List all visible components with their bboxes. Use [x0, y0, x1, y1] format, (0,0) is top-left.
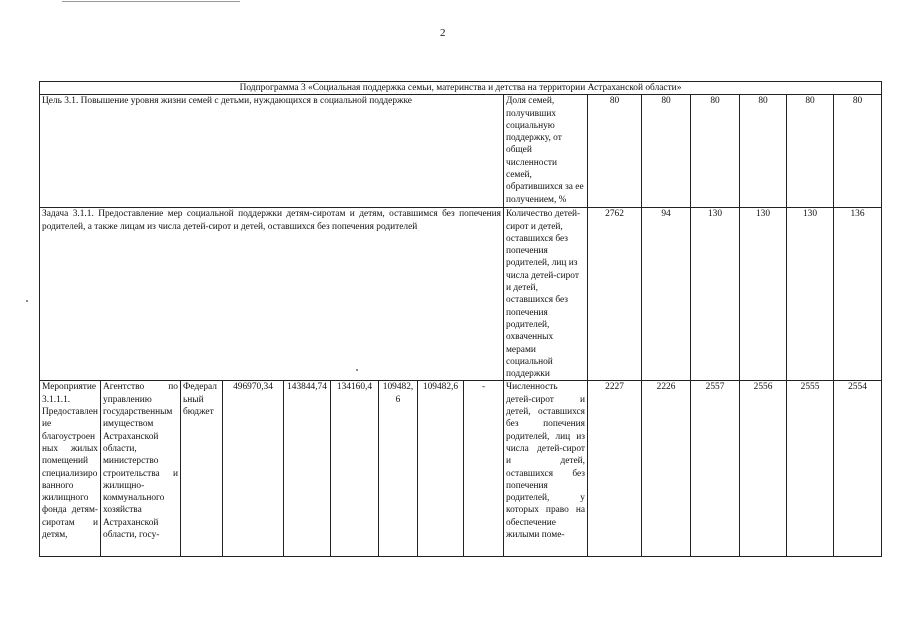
- measure-indicator: Численность детей-сирот и детей, оставшихся без попечения родителей, лиц из числа детей-сирот и детей, оставшихся без попечения родителей, у которых право на обеспечение жилыми поме-: [504, 381, 588, 557]
- measure-value: 2226: [642, 381, 691, 557]
- goal-value: 80: [691, 95, 740, 208]
- amount-cell: 109482,6: [418, 381, 464, 557]
- measure-value: 2556: [740, 381, 787, 557]
- measure-name: Мероприятие 3.1.1.1. Предоставление благоустроенных жилых помещений специализированного жилищного фонда детям-сиротам и детям,: [40, 381, 101, 557]
- goal-value: 80: [588, 95, 642, 208]
- amount-cell: 109482,6: [379, 381, 418, 557]
- task-value: 130: [787, 208, 834, 381]
- measure-value: 2557: [691, 381, 740, 557]
- measure-row: [40, 381, 882, 557]
- task-row: [40, 208, 882, 381]
- task-text: Задача 3.1.1. Предоставление мер социальной поддержки детям-сиротам и детям, оставшимся без попечения родителей, а также лицам из числа детей-сирот и детей, оставшихся без попечения родителей: [40, 208, 504, 381]
- page-number: 2: [440, 27, 446, 39]
- amount-cell: 143844,74: [284, 381, 331, 557]
- goal-value: 80: [642, 95, 691, 208]
- measure-value: 2555: [787, 381, 834, 557]
- goal-value: 80: [834, 95, 882, 208]
- scan-speck: [356, 369, 358, 371]
- amount-cell: -: [464, 381, 504, 557]
- measure-value: 2227: [588, 381, 642, 557]
- top-rule: [62, 1, 240, 2]
- task-value: 136: [834, 208, 882, 381]
- measure-executor: Агентство по управлению государственным имуществом Астраханской области, министерство строительства и жилищно-коммунального хозяйства Астраханской области, госу-: [101, 381, 181, 557]
- task-indicator: Количество детей-сирот и детей, оставшихся без попечения родителей, лиц из числа детей-сирот и детей, оставшихся без попечения родителей, охваченных мерами социальной поддержки: [504, 208, 588, 381]
- funding-source: Федеральный бюджет: [181, 381, 223, 557]
- subprogram-title: Подпрограмма 3 «Социальная поддержка семьи, материнства и детства на территории Астраханской области»: [40, 82, 882, 95]
- scan-speck: [26, 300, 28, 302]
- subprogram-row: [40, 82, 882, 95]
- goal-row: [40, 95, 882, 208]
- goal-value: 80: [740, 95, 787, 208]
- amount-cell: 496970,34: [223, 381, 284, 557]
- goal-value: 80: [787, 95, 834, 208]
- task-value: 2762: [588, 208, 642, 381]
- task-value: 130: [740, 208, 787, 381]
- measure-value: 2554: [834, 381, 882, 557]
- program-table: [39, 81, 882, 557]
- task-value: 130: [691, 208, 740, 381]
- task-value: 94: [642, 208, 691, 381]
- goal-text: Цель 3.1. Повышение уровня жизни семей с детьми, нуждающихся в социальной поддержке: [40, 95, 504, 208]
- amount-cell: 134160,4: [331, 381, 379, 557]
- goal-indicator: Доля семей, получивших социальную поддержку, от общей численности семей, обратившихся за ее получением, %: [504, 95, 588, 208]
